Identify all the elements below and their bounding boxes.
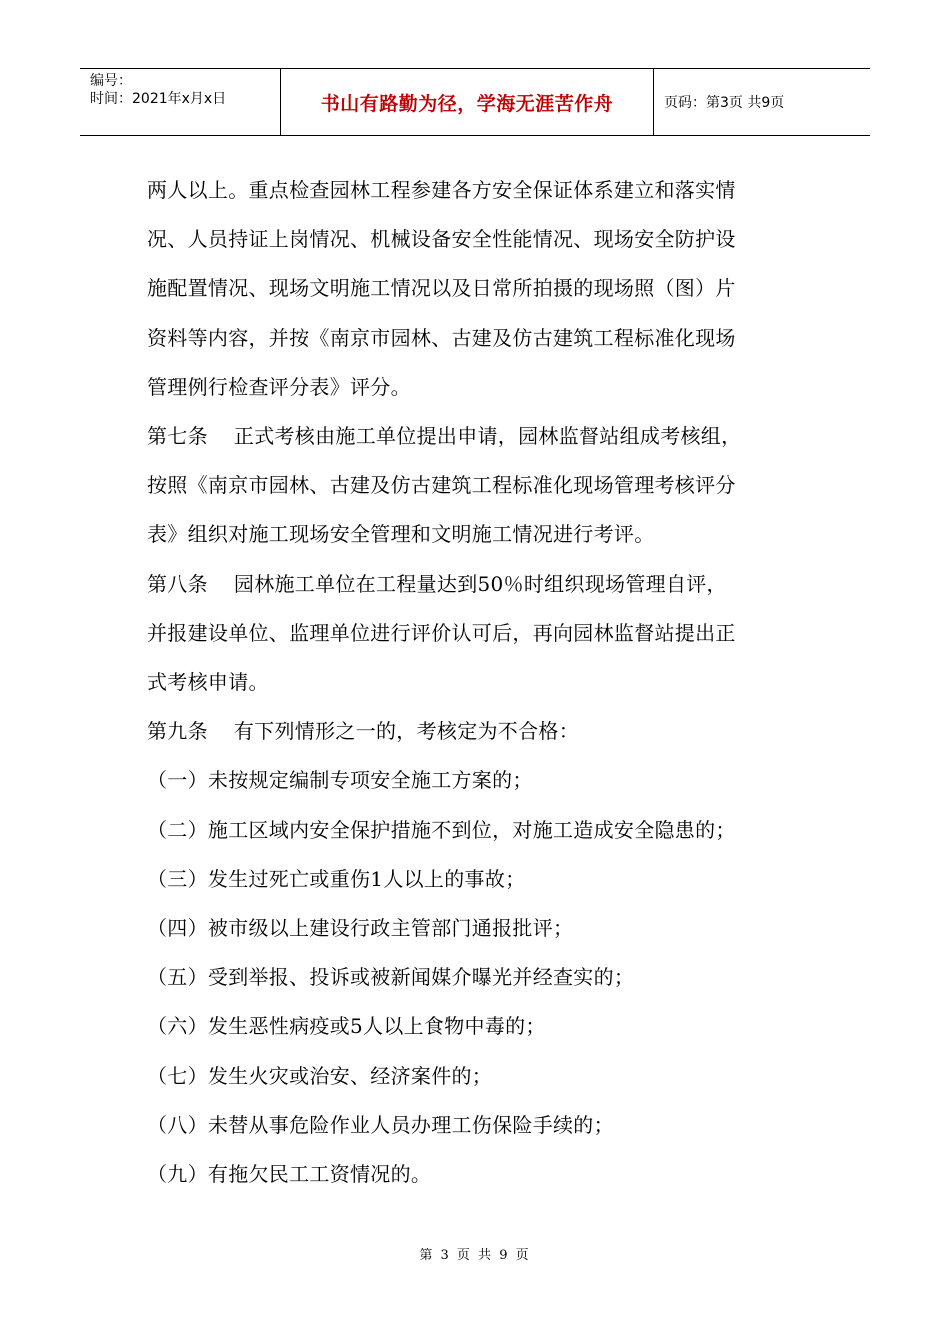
article-9-text: 有下列情形之一的，考核定为不合格： [233,719,580,744]
list-item: （七）发生火灾或治安、经济案件的； [147,1063,493,1088]
motto-text: 书山有路勤为径，学海无涯苦作舟 [320,92,614,115]
article-7-line [147,412,807,461]
time-label: 时间：2021年x月x日 [90,91,227,107]
body-line: 两人以上。重点检查园林工程参建各方安全保证体系建立和落实情 [147,178,736,202]
body-line: 按照《南京市园林、古建及仿古建筑工程标准化现场管理考核评分 [147,473,736,498]
header-page-cell [654,69,870,135]
serial-number-label: 编号： [90,73,132,89]
list-item: （六）发生恶性病疫或5人以上食物中毒的； [147,1014,546,1039]
header-table [80,68,870,136]
page-code-text: 页码：第3页 共9页 [664,95,785,111]
body-line: 资料等内容，并按《南京市园林、古建及仿古建筑工程标准化现场 [147,325,736,350]
list-item: （一）未按规定编制专项安全施工方案的； [147,768,533,793]
article-7-number: 第七条 [147,424,208,449]
header-motto-cell [281,69,654,135]
body-line: 况、人员持证上岗情况、机械设备安全性能情况、现场安全防护设 [147,227,736,252]
list-item: （二）施工区域内安全保护措施不到位，对施工造成安全隐患的； [147,817,736,842]
header-info-cell [80,69,281,135]
body-line: 式考核申请。 [147,670,269,695]
article-8-number: 第八条 [147,571,208,596]
article-8-text: 园林施工单位在工程量达到50％时组织现场管理自评， [233,571,727,596]
article-9-number: 第九条 [147,719,208,744]
body-line: 管理例行检查评分表》评分。 [147,374,411,399]
footer-page-number: 第 3 页 共 9 页 [419,1248,531,1263]
page-footer [0,1244,950,1263]
document-body [147,166,807,1199]
body-line: 施配置情况、现场文明施工情况以及日常所拍摄的现场照（图）片 [147,276,736,301]
article-7-text: 正式考核由施工单位提出申请，园林监督站组成考核组， [233,424,742,449]
list-item: （九）有拖欠民工工资情况的。 [147,1162,432,1187]
list-item: （八）未替从事危险作业人员办理工伤保险手续的； [147,1112,614,1137]
article-8-line [147,560,807,609]
list-item: （五）受到举报、投诉或被新闻媒介曝光并经查实的； [147,965,635,990]
list-item: （四）被市级以上建设行政主管部门通报批评； [147,916,574,941]
list-item: （三）发生过死亡或重伤1人以上的事故； [147,866,526,891]
body-line: 并报建设单位、监理单位进行评价认可后，再向园林监督站提出正 [147,620,736,645]
body-line: 表》组织对施工现场安全管理和文明施工情况进行考评。 [147,522,655,547]
article-9-line [147,707,807,756]
